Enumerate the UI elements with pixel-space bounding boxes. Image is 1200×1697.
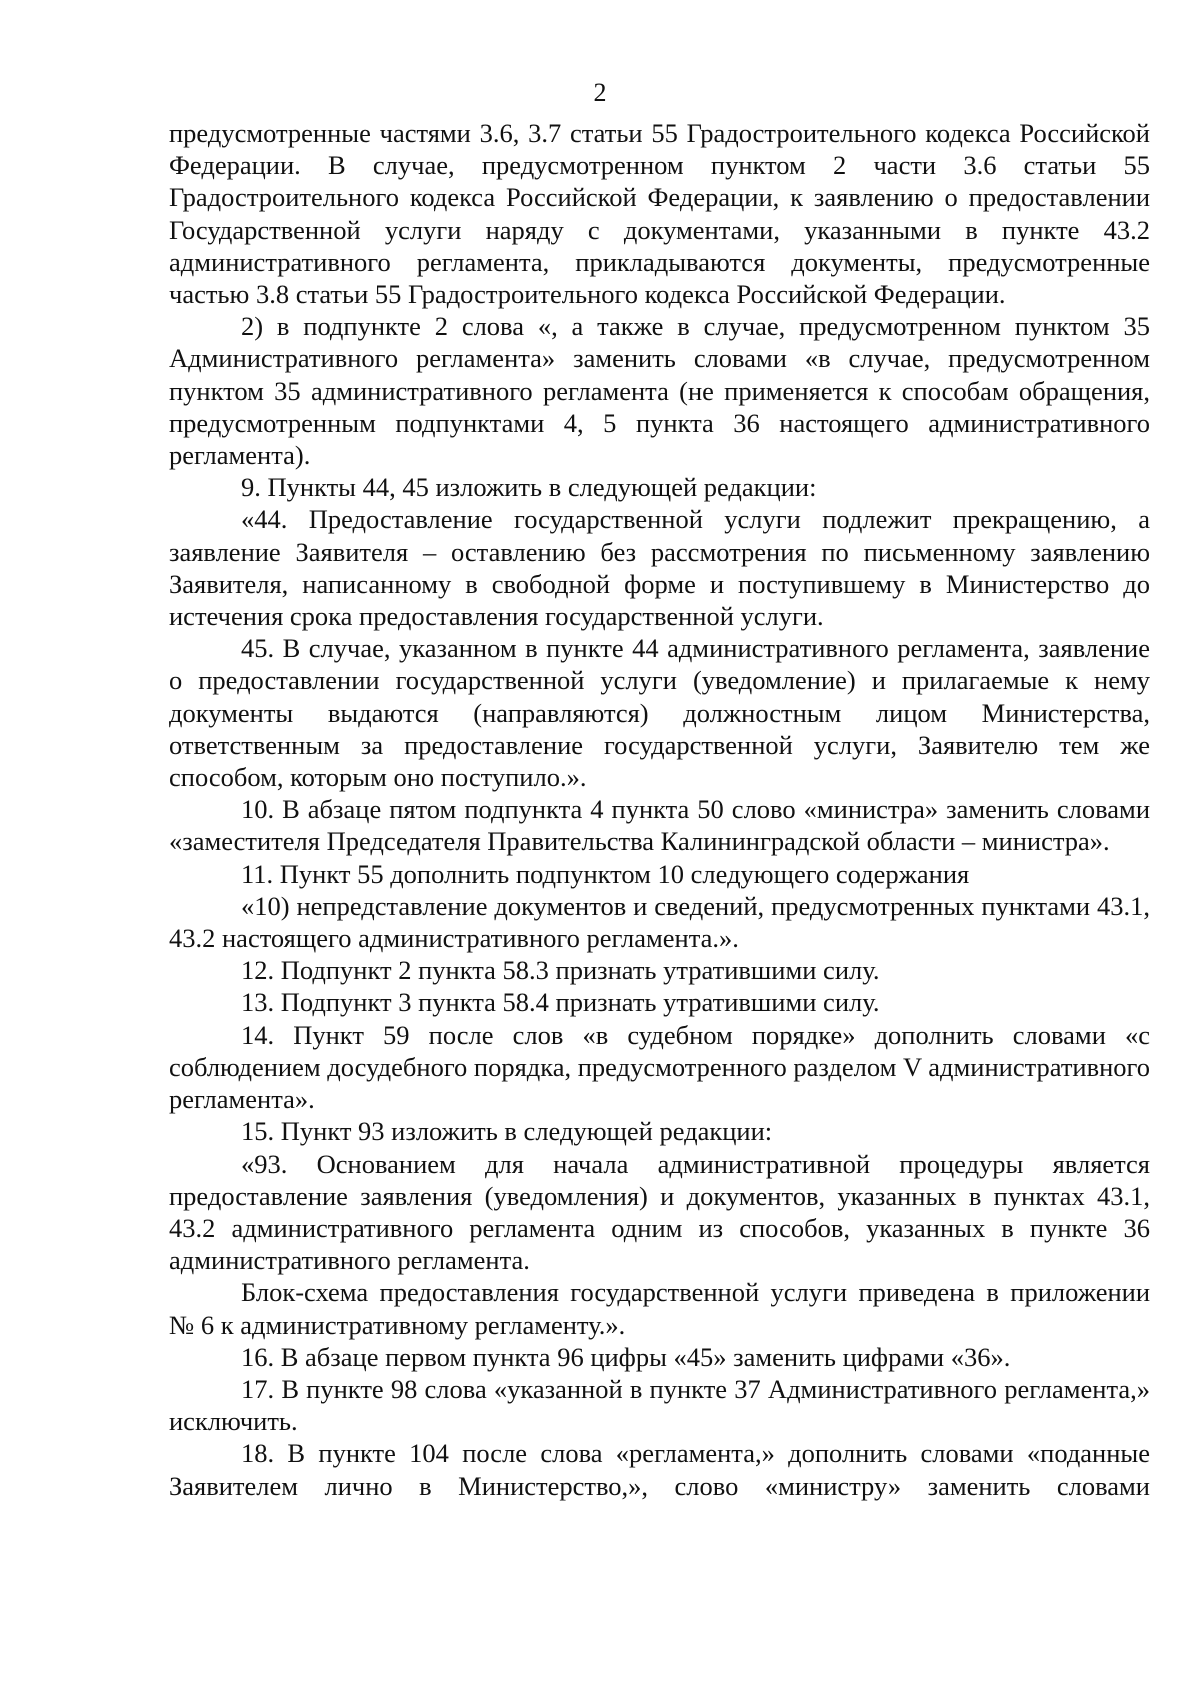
paragraph-item-16: 16. В абзаце первом пункта 96 цифры «45» заменить цифрами «36». xyxy=(241,1341,1011,1372)
paragraph-item-10: 10. В абзаце пятом подпункта 4 пункта 50 слово «министра» заменить словами «заместителя Председателя Правительства Калининградской области – министра». xyxy=(169,794,1150,857)
paragraph-item-12: 12. Подпункт 2 пункта 58.3 признать утратившими силу. xyxy=(241,955,880,986)
paragraph-item-18: 18. В пункте 104 после слова «регламента,» дополнить словами «поданные Заявителем лично в Министерство,», слово «министру» заменить словами xyxy=(169,1438,1150,1501)
paragraph-quote-45: 45. В случае, указанном в пункте 44 административного регламента, заявление о предоставлении государственной услуги (уведомление) и прилагаемые к нему документы выдаются (направляются) должностным лицом Министерства, ответственным за предоставление государственной услуги, Заявителю тем же способом, которым оно поступило.». xyxy=(169,633,1150,793)
paragraph-continuation: предусмотренные частями 3.6, 3.7 статьи 55 Градостроительного кодекса Российской Федерации. В случае, предусмотренном пунктом 2 части 3.6 статьи 55 Градостроительного кодекса Российской Федерации, к заявлению о предоставлении Государственной услуги наряду с документами, указанными в пункте 43.2 административного регламента, прикладываются документы, предусмотренные частью 3.8 статьи 55 Градостроительного кодекса Российской Федерации. xyxy=(169,118,1150,310)
paragraph-item-13: 13. Подпункт 3 пункта 58.4 признать утратившими силу. xyxy=(241,987,880,1018)
paragraph-item-14: 14. Пункт 59 после слов «в судебном порядке» дополнить словами «с соблюдением досудебного порядка, предусмотренного разделом V административного регламента». xyxy=(169,1019,1150,1115)
document-body xyxy=(169,117,1150,1502)
page-number: 2 xyxy=(593,78,607,107)
paragraph-item-15: 15. Пункт 93 изложить в следующей редакции: xyxy=(241,1116,773,1147)
paragraph-item-17: 17. В пункте 98 слова «указанной в пункте 37 Административного регламента,» исключить. xyxy=(169,1373,1150,1437)
paragraph-item-11: 11. Пункт 55 дополнить подпунктом 10 следующего содержания xyxy=(241,858,970,889)
paragraph-quote-10: «10) непредставление документов и сведений, предусмотренных пунктами 43.1, 43.2 настоящего административного регламента.». xyxy=(169,890,1150,954)
paragraph-subitem-2: 2) в подпункте 2 слова «, а также в случае, предусмотренном пунктом 35 Административного регламента» заменить словами «в случае, предусмотренном пунктом 35 административного регламента (не применяется к способам обращения, предусмотренным подпунктами 4, 5 пункта 36 настоящего административного регламента). xyxy=(169,311,1150,471)
paragraph-quote-44: «44. Предоставление государственной услуги подлежит прекращению, а заявление Заявителя – оставлению без рассмотрения по письменному заявлению Заявителя, написанному в свободной форме и поступившему в Министерство до истечения срока предоставления государственной услуги. xyxy=(169,504,1150,632)
paragraph-block-scheme: Блок-схема предоставления государственной услуги приведена в приложении № 6 к административному регламенту.». xyxy=(169,1277,1150,1340)
paragraph-item-9: 9. Пункты 44, 45 изложить в следующей редакции: xyxy=(241,472,817,503)
paragraph-quote-93: «93. Основанием для начала административной процедуры является предоставление заявления (уведомления) и документов, указанных в пунктах 43.1, 43.2 административного регламента одним из способов, указанных в пункте 36 административного регламента. xyxy=(169,1148,1150,1276)
